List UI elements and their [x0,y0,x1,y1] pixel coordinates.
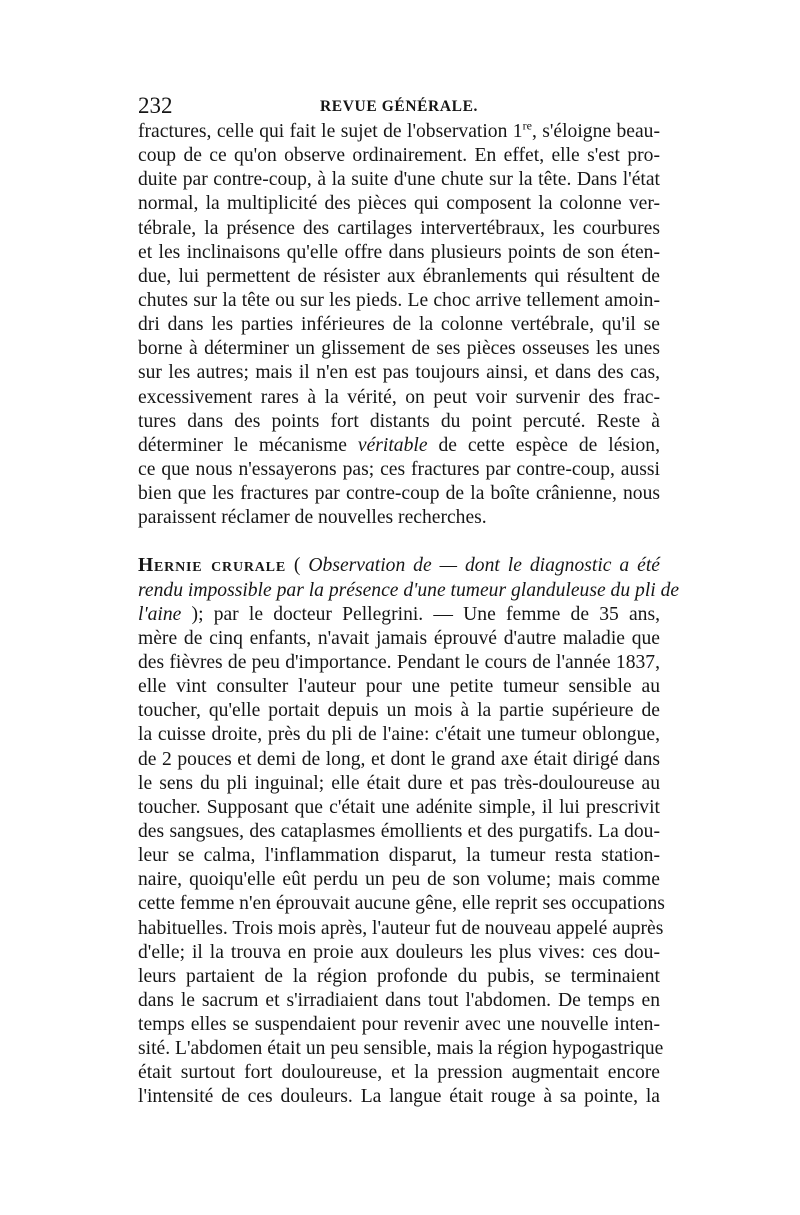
text-line: de 2 pouces et demi de long, et dont le grand axe était dirigé dans [138,748,660,770]
text-line: sité. L'abdomen était un peu sensible, mais la région hypogastrique [138,1038,664,1060]
text-line: bien que les fractures par contre-coup de la boîte crânienne, nous [138,483,660,505]
section-heading: Hernie crurale [138,555,286,577]
text-line: normal, la multiplicité des pièces qui composent la colonne ver- [138,193,660,215]
text-line: tébrale, la présence des cartilages intervertébraux, les courbures [138,217,660,239]
paragraph-fracture-conclusion [138,120,660,530]
italic-word: véritable [357,434,428,456]
text-segment: ( [285,555,309,577]
text-line: toucher, qu'elle portait depuis un mois à la partie supérieure de [138,700,660,722]
text-line [138,603,660,627]
text-line [138,120,660,144]
paragraph-gap [138,530,660,554]
text-segment: de cette espèce de lésion, [427,434,660,456]
italic-title: l'aine [138,603,182,625]
text-line: borne à déterminer un glissement de ses pièces osseuses les unes [138,338,660,360]
text-line: chutes sur la tête ou sur les pieds. Le choc arrive tellement amoin- [138,289,660,311]
text-line: des sangsues, des cataplasmes émollients et des purgatifs. La dou- [138,820,660,842]
text-line: leur se calma, l'inflammation disparut, la tumeur resta station- [138,845,660,867]
text-line: leurs partaient de la région profonde du pubis, se terminaient [138,965,660,987]
text-line: cette femme n'en éprouvait aucune gêne, elle reprit ses occupations [138,893,665,915]
text-line: l'intensité de ces douleurs. La langue était rouge à sa pointe, la [138,1086,660,1108]
text-line: toucher. Supposant que c'était une adénite simple, il lui prescrivit [138,796,660,818]
text-line: habituelles. Trois mois après, l'auteur fut de nouveau appelé auprès [138,917,664,939]
page-header [138,92,660,120]
text-line [138,434,660,458]
text-line: dri dans les parties inférieures de la colonne vertébrale, qu'il se [138,314,660,336]
text-line: tures dans des points fort distants du point percuté. Reste à [138,410,660,432]
text-line: coup de ce qu'on observe ordinairement. En effet, elle s'est pro- [138,145,660,167]
text-line: naire, quoiqu'elle eût perdu un peu de son volume; mais comme [138,869,660,891]
text-line: mère de cinq enfants, n'avait jamais éprouvé d'autre maladie que [138,627,660,649]
text-segment: fractures, celle qui fait le sujet de l'observation 1 [138,121,523,142]
text-line [138,554,660,578]
text-segment: ); par le docteur Pellegrini. — Une femme de 35 ans, [181,603,660,625]
text-line: due, lui permettent de résister aux ébranlements qui résultent de [138,265,660,287]
text-line: d'elle; il la trouva en proie aux douleurs les plus vives: ces dou- [138,941,660,963]
text-segment: déterminer le mécanisme [138,434,358,456]
text-line: était surtout fort douloureuse, et la pression augmentait encore [138,1062,660,1084]
text-line: temps elles se suspendaient pour revenir avec une nouvelle inten- [138,1014,660,1036]
text-line: duite par contre-coup, à la suite d'une chute sur la tête. Dans l'état [138,169,660,191]
text-line: le sens du pli inguinal; elle était dure et pas très-douloureuse au [138,772,660,794]
text-line: dans le sacrum et s'irradiaient dans tout l'abdomen. De temps en [138,989,660,1011]
text-line: excessivement rares à la vérité, on peut voir survenir des frac- [138,386,660,408]
text-line: et les inclinaisons qu'elle offre dans plusieurs points de son éten- [138,241,660,263]
text-line: elle vint consulter l'auteur pour une petite tumeur sensible au [138,676,660,698]
text-segment: , s'éloigne beau- [531,121,660,142]
paragraph-hernie-crurale [138,554,680,1109]
text-line: la cuisse droite, près du pli de l'aine: c'était une tumeur oblongue, [138,724,660,746]
text-line: des fièvres de peu d'importance. Pendant le cours de l'année 1837, [138,651,660,673]
text-line: sur les autres; mais il n'en est pas toujours ainsi, et dans des cas, [138,362,660,384]
text-line: paraissent réclamer de nouvelles recherches. [138,507,487,529]
text-line: ce que nous n'essayerons pas; ces fractures par contre-coup, aussi [138,458,660,480]
book-page [138,92,680,1110]
italic-title: Observation de — dont le diagnostic a été [308,555,660,577]
page-number: 232 [138,93,173,118]
text-line: rendu impossible par la présence d'une tumeur glanduleuse du pli de [138,579,680,601]
running-head: REVUE GÉNÉRALE. [320,98,478,115]
superscript: re [522,118,532,133]
